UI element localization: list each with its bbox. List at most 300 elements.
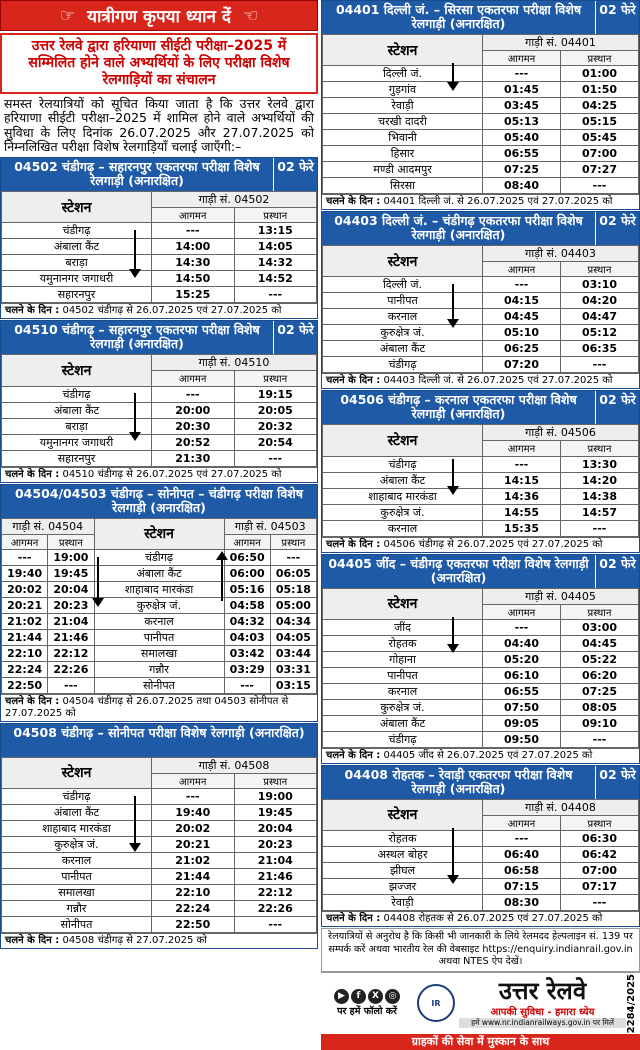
departure-time: 07:00 — [561, 146, 639, 162]
arrival-time: 20:30 — [152, 418, 235, 434]
departure-time: --- — [561, 178, 639, 194]
table-row — [2, 287, 317, 303]
departure-time: 14:38 — [561, 488, 639, 504]
departure-time: 09:10 — [561, 715, 639, 731]
arrival-time: 22:10 — [2, 645, 48, 661]
station-name: अंबाला कैंट — [323, 341, 483, 357]
arrival-header: आगमन — [152, 773, 235, 788]
departure-time: --- — [561, 731, 639, 747]
station-name: करनाल — [2, 852, 152, 868]
table-row — [323, 862, 639, 878]
table-row — [323, 357, 639, 373]
train-block-04510 — [0, 320, 318, 482]
departure-time: 22:12 — [234, 884, 317, 900]
departure-time: 07:25 — [561, 683, 639, 699]
station-name: अंबाला कैंट — [323, 472, 483, 488]
station-name: रेवाड़ी — [323, 98, 483, 114]
arrival-time: 20:02 — [2, 581, 48, 597]
arrival-time: 04:05 — [270, 629, 316, 645]
train-block-04403 — [321, 211, 640, 389]
arrival-time: 21:02 — [2, 613, 48, 629]
arrival-time: 21:44 — [2, 629, 48, 645]
running-days: चलने के दिन : 04504 चंडीगढ़ से 26.07.2025 तथा 04503 सोनीपत से 27.07.2025 को — [1, 694, 317, 721]
timetable — [322, 588, 639, 748]
station-name: चंडीगढ़ — [323, 456, 483, 472]
arrival-time: --- — [483, 277, 561, 293]
station-name: गन्नौर — [2, 900, 152, 916]
station-name: गुड़गांव — [323, 82, 483, 98]
departure-time: 03:29 — [224, 661, 270, 677]
departure-time: 19:15 — [234, 386, 317, 402]
table-row — [2, 386, 317, 402]
departure-time: 20:32 — [234, 418, 317, 434]
frequency: 02 फेरे — [595, 1, 639, 34]
station-header: स्टेशन — [323, 588, 483, 619]
arrival-time: 21:44 — [152, 868, 235, 884]
departure-time: 06:35 — [561, 341, 639, 357]
station-name: सोनीपत — [94, 677, 224, 693]
station-name: पानीपत — [2, 868, 152, 884]
station-name: रेवाड़ी — [323, 894, 483, 910]
arrival-time: 14:36 — [483, 488, 561, 504]
train-number: गाड़ी सं. 04508 — [152, 757, 317, 773]
timetable — [322, 799, 639, 911]
train-title: 04408 रोहतक – रेवाड़ी एकतरफा परीक्षा विशेष रेलगाड़ी (अनारक्षित) — [344, 766, 573, 796]
train-number: गाड़ी सं. 04405 — [483, 588, 639, 604]
table-row — [2, 661, 317, 677]
slogan-bar: ग्राहकों की सेवा में मुस्कान के साथ — [321, 1034, 640, 1050]
table-row — [323, 472, 639, 488]
table-row — [2, 900, 317, 916]
departure-time: 06:42 — [561, 846, 639, 862]
table-row — [323, 619, 639, 635]
departure-time: 20:05 — [234, 402, 317, 418]
table-row — [2, 820, 317, 836]
instagram-icon[interactable]: ◎ — [385, 989, 400, 1004]
arrival-time: 06:55 — [483, 683, 561, 699]
table-row — [323, 293, 639, 309]
table-row — [323, 731, 639, 747]
frequency: 02 फेरे — [595, 555, 639, 588]
pointing-hand-icon: ☞ — [59, 5, 76, 26]
arrival-time: --- — [152, 223, 235, 239]
train-block-04506 — [321, 390, 640, 552]
departure-time: 07:27 — [561, 162, 639, 178]
table-row — [323, 341, 639, 357]
departure-time: 21:46 — [234, 868, 317, 884]
arrival-time: 15:25 — [152, 287, 235, 303]
train-block-04405 — [321, 554, 640, 764]
station-name: चरखी दादरी — [323, 114, 483, 130]
timetable — [1, 191, 317, 303]
social-links — [321, 989, 413, 1017]
departure-time: 04:25 — [561, 98, 639, 114]
indian-railways-logo: IR — [417, 984, 455, 1022]
departure-time: 21:04 — [48, 613, 94, 629]
departure-time: 13:15 — [234, 223, 317, 239]
table-row — [2, 402, 317, 418]
departure-time: 06:30 — [561, 830, 639, 846]
timetable — [322, 34, 639, 194]
departure-time: 20:23 — [48, 597, 94, 613]
table-row — [323, 309, 639, 325]
table-row — [2, 255, 317, 271]
station-name: करनाल — [323, 683, 483, 699]
table-row — [323, 146, 639, 162]
arrival-time: 15:35 — [483, 520, 561, 536]
train-number: गाड़ी सं. 04502 — [152, 192, 317, 208]
arrival-header: आगमन — [483, 441, 561, 456]
station-header: स्टेशन — [94, 518, 224, 549]
train-title: 04401 दिल्ली जं. – सिरसा एकतरफा परीक्षा विशेष रेलगाड़ी (अनारक्षित) — [335, 2, 582, 31]
table-row — [323, 520, 639, 536]
station-name: चंडीगढ़ — [2, 223, 152, 239]
table-row — [323, 130, 639, 146]
running-days: चलने के दिन : 04401 दिल्ली जं. से 26.07.2025 एवं 27.07.2025 को — [322, 194, 639, 209]
arrival-time: --- — [483, 830, 561, 846]
left-column — [0, 0, 318, 950]
station-name: अंबाला कैंट — [2, 239, 152, 255]
departure-time: 20:54 — [234, 434, 317, 450]
direction-arrow-icon — [134, 393, 136, 435]
timetable — [1, 757, 317, 933]
arrival-time: 06:10 — [483, 667, 561, 683]
departure-header: प्रस्थान — [234, 773, 317, 788]
arrival-header: आगमन — [152, 371, 235, 386]
departure-time: --- — [561, 894, 639, 910]
departure-time: 06:50 — [224, 549, 270, 565]
departure-time: 01:50 — [561, 82, 639, 98]
table-row — [323, 894, 639, 910]
table-row — [323, 504, 639, 520]
table-row — [2, 271, 317, 287]
table-row — [2, 852, 317, 868]
station-name: चंडीगढ़ — [2, 386, 152, 402]
station-name: बराड़ा — [2, 418, 152, 434]
train-number: गाड़ी सं. 04403 — [483, 246, 639, 262]
table-row — [2, 613, 317, 629]
direction-arrow-icon — [97, 557, 99, 601]
station-name: जींद — [323, 619, 483, 635]
table-row — [2, 565, 317, 581]
arrival-header: आगमन — [224, 534, 270, 549]
table-row — [2, 804, 317, 820]
train-title: 04502 चंडीगढ़ – सहारनपुर एकतरफा परीक्षा विशेष रेलगाड़ी (अनारक्षित) — [14, 159, 260, 189]
departure-time: 13:30 — [561, 456, 639, 472]
table-row — [2, 239, 317, 255]
arrival-time: 04:45 — [483, 309, 561, 325]
arrival-time: 05:40 — [483, 130, 561, 146]
departure-time: 03:42 — [224, 645, 270, 661]
departure-time: 14:32 — [234, 255, 317, 271]
departure-time: 19:45 — [234, 804, 317, 820]
station-name: रोहतक — [323, 830, 483, 846]
arrival-time: 04:15 — [483, 293, 561, 309]
table-row — [323, 488, 639, 504]
arrival-header: आगमन — [483, 815, 561, 830]
arrival-time: 08:40 — [483, 178, 561, 194]
station-header: स्टेशन — [2, 757, 152, 788]
departure-header: प्रस्थान — [48, 534, 94, 549]
arrival-time: 07:20 — [483, 357, 561, 373]
train-block-04502 — [0, 157, 318, 319]
arrival-time: 21:02 — [152, 852, 235, 868]
station-name: हिसार — [323, 146, 483, 162]
table-row — [323, 114, 639, 130]
train-title: 04403 दिल्ली जं. – चंडीगढ़ एकतरफा परीक्षा विशेष रेलगाड़ी (अनारक्षित) — [334, 213, 583, 243]
station-name: अंबाला कैंट — [94, 565, 224, 581]
departure-time: 19:45 — [48, 565, 94, 581]
arrival-time: 22:10 — [152, 884, 235, 900]
train-number: गाड़ी सं. 04408 — [483, 799, 639, 815]
station-name: समालखा — [94, 645, 224, 661]
arrival-time: 07:50 — [483, 699, 561, 715]
station-name: समालखा — [2, 884, 152, 900]
direction-arrow-icon — [452, 617, 454, 647]
departure-time: 05:15 — [561, 114, 639, 130]
station-name: सहारनपुर — [2, 450, 152, 466]
station-name: शाहाबाद मारकंडा — [2, 820, 152, 836]
table-row — [323, 830, 639, 846]
running-days: चलने के दिन : 04508 चंडीगढ़ से 27.07.2025 को — [1, 933, 317, 948]
station-name: कुरुक्षेत्र जं. — [323, 699, 483, 715]
station-name: यमुनानगर जगाधरी — [2, 271, 152, 287]
arrival-time: 22:24 — [152, 900, 235, 916]
arrival-time: 07:25 — [483, 162, 561, 178]
running-days: चलने के दिन : 04506 चंडीगढ़ से 26.07.2025 एवं 27.07.2025 को — [322, 537, 639, 552]
arrival-time: 20:21 — [2, 597, 48, 613]
table-row — [323, 667, 639, 683]
departure-time: --- — [561, 520, 639, 536]
arrival-time: 03:31 — [270, 661, 316, 677]
departure-time: 20:04 — [234, 820, 317, 836]
arrival-time: 19:40 — [2, 565, 48, 581]
frequency: 02 फेरे — [273, 158, 317, 191]
train-title: 04506 चंडीगढ़ – करनाल एकतरफा परीक्षा विशेष रेलगाड़ी (अनारक्षित) — [340, 392, 577, 422]
station-name: कुरुक्षेत्र जं. — [94, 597, 224, 613]
right-column — [321, 0, 640, 1050]
station-header: स्टेशन — [323, 799, 483, 830]
arrival-time: 22:24 — [2, 661, 48, 677]
departure-time: 04:58 — [224, 597, 270, 613]
table-row — [323, 715, 639, 731]
departure-header: प्रस्थान — [561, 441, 639, 456]
departure-time: 14:20 — [561, 472, 639, 488]
arrival-time: 14:50 — [152, 271, 235, 287]
table-row — [2, 450, 317, 466]
station-name: दिल्ली जं. — [323, 66, 483, 82]
arrival-time: 04:34 — [270, 613, 316, 629]
departure-time: --- — [561, 357, 639, 373]
arrival-header: आगमन — [152, 208, 235, 223]
brand-name: उत्तर रेलवे — [498, 977, 587, 1006]
arrival-time: 14:30 — [152, 255, 235, 271]
departure-time: 06:00 — [224, 565, 270, 581]
station-name: कुरुक्षेत्र जं. — [323, 325, 483, 341]
departure-time: 14:52 — [234, 271, 317, 287]
tagline: आपकी सुविधा - हमारा ध्येय — [490, 1007, 595, 1019]
table-row — [2, 868, 317, 884]
table-row — [2, 223, 317, 239]
departure-header: प्रस्थान — [234, 371, 317, 386]
departure-header: प्रस्थान — [561, 262, 639, 277]
station-name: करनाल — [323, 520, 483, 536]
footer — [321, 972, 640, 1034]
table-row — [2, 916, 317, 932]
departure-time: 14:05 — [234, 239, 317, 255]
table-row — [323, 178, 639, 194]
attention-header — [0, 0, 318, 31]
direction-arrow-icon — [452, 63, 454, 85]
arrival-time: 03:44 — [270, 645, 316, 661]
train-title: 04508 चंडीगढ़ – सोनीपत परीक्षा विशेष रेलगाड़ी (अनारक्षित) — [13, 724, 305, 740]
station-name: चंडीगढ़ — [323, 731, 483, 747]
departure-time: 14:57 — [561, 504, 639, 520]
station-name: सिरसा — [323, 178, 483, 194]
station-name: करनाल — [323, 309, 483, 325]
station-name: झीघल — [323, 862, 483, 878]
arrival-time: 21:30 — [152, 450, 235, 466]
table-row — [323, 162, 639, 178]
departure-time: 05:22 — [561, 651, 639, 667]
departure-header: प्रस्थान — [561, 604, 639, 619]
timetable — [1, 518, 317, 694]
arrival-time: --- — [2, 549, 48, 565]
departure-time: 04:45 — [561, 635, 639, 651]
arrival-header: आगमन — [483, 604, 561, 619]
table-row — [323, 66, 639, 82]
table-row — [2, 788, 317, 804]
arrival-time: 06:55 — [483, 146, 561, 162]
frequency: 02 फेरे — [595, 391, 639, 424]
table-row — [323, 82, 639, 98]
youtube-icon[interactable]: ▶ — [334, 989, 349, 1004]
running-days: चलने के दिन : 04403 दिल्ली जं. से 26.07.2025 एवं 27.07.2025 को — [322, 373, 639, 388]
station-name: अंबाला कैंट — [2, 804, 152, 820]
arrival-time: --- — [152, 788, 235, 804]
station-name: बराड़ा — [2, 255, 152, 271]
direction-arrow-icon — [134, 796, 136, 846]
running-days: चलने के दिन : 04502 चंडीगढ़ से 26.07.2025 एवं 27.07.2025 को — [1, 303, 317, 318]
arrival-time: 06:25 — [483, 341, 561, 357]
station-name: कुरुक्षेत्र जं. — [2, 836, 152, 852]
brand — [459, 978, 626, 1028]
running-days: चलने के दिन : 04510 चंडीगढ़ से 26.07.2025 एवं 27.07.2025 को — [1, 467, 317, 482]
arrival-time: 08:30 — [483, 894, 561, 910]
frequency: 02 फेरे — [273, 321, 317, 354]
departure-time: 06:20 — [561, 667, 639, 683]
train-number: गाड़ी सं. 04401 — [483, 35, 639, 51]
departure-time: 03:00 — [561, 619, 639, 635]
train-number: गाड़ी सं. 04506 — [483, 425, 639, 441]
station-name: सहारनपुर — [2, 287, 152, 303]
station-name: भिवानी — [323, 130, 483, 146]
website: हमें www.nr.indianrailways.gov.in पर मिलें — [459, 1018, 626, 1028]
train-number: गाड़ी सं. 04504 — [2, 518, 95, 534]
departure-time: 05:45 — [561, 130, 639, 146]
station-name: शाहाबाद मारकंडा — [323, 488, 483, 504]
arrival-time: 05:00 — [270, 597, 316, 613]
departure-header: प्रस्थान — [234, 208, 317, 223]
station-name: चंडीगढ़ — [2, 788, 152, 804]
arrival-time: 05:20 — [483, 651, 561, 667]
departure-time: 05:16 — [224, 581, 270, 597]
arrival-time: 09:50 — [483, 731, 561, 747]
station-name: गन्नौर — [94, 661, 224, 677]
arrival-time: 06:40 — [483, 846, 561, 862]
arrival-time: --- — [483, 619, 561, 635]
direction-arrow-icon — [452, 459, 454, 489]
table-row — [2, 884, 317, 900]
arrival-time: 20:02 — [152, 820, 235, 836]
departure-time: 04:47 — [561, 309, 639, 325]
station-name: अंबाला कैंट — [2, 402, 152, 418]
station-header: स्टेशन — [323, 425, 483, 456]
timetable — [322, 424, 639, 536]
departure-time: --- — [224, 677, 270, 693]
departure-time: 22:12 — [48, 645, 94, 661]
station-name: शाहाबाद मारकंडा — [94, 581, 224, 597]
headline: उत्तर रेलवे द्वारा हरियाणा सीईटी परीक्षा–2025 में सम्मिलित होने वाले अभ्यर्थियों के लिए परीक्षा विशेष रेलगाड़ियों का संचालन — [0, 33, 318, 94]
table-row — [323, 878, 639, 894]
arrival-time: 22:50 — [2, 677, 48, 693]
timetable — [322, 245, 639, 373]
header-title: यात्रीगण कृपया ध्यान दें — [87, 7, 231, 27]
train-number: गाड़ी सं. 04510 — [152, 355, 317, 371]
departure-time: 20:23 — [234, 836, 317, 852]
station-name: पानीपत — [94, 629, 224, 645]
station-header: स्टेशन — [2, 355, 152, 386]
departure-header: प्रस्थान — [561, 815, 639, 830]
station-name: पानीपत — [323, 293, 483, 309]
train-number: गाड़ी सं. 04503 — [224, 518, 317, 534]
arrival-time: --- — [483, 456, 561, 472]
station-name: सोनीपत — [2, 916, 152, 932]
table-row — [2, 581, 317, 597]
x-icon[interactable]: X — [368, 989, 383, 1004]
station-name: चंडीगढ़ — [323, 357, 483, 373]
direction-arrow-icon — [452, 284, 454, 322]
train-block-04401 — [321, 0, 640, 210]
station-name: कुरुक्षेत्र जं. — [323, 504, 483, 520]
departure-time: 19:00 — [48, 549, 94, 565]
arrival-header: आगमन — [483, 262, 561, 277]
station-name: करनाल — [94, 613, 224, 629]
departure-time: 19:00 — [234, 788, 317, 804]
arrival-time: 14:15 — [483, 472, 561, 488]
departure-time: 20:04 — [48, 581, 94, 597]
departure-time: 04:20 — [561, 293, 639, 309]
helpline-info: रेलयात्रियों से अनुरोध है कि किसी भी जानकारी के लिये रेलमदद हेल्पलाइन सं. 139 पर सम्पर्क करें अथवा भारतीय रेल की वेबसाइट https://enquiry.indianrail.gov.in अथवा NTES ऐप देखें। — [321, 928, 640, 972]
departure-time: 04:03 — [224, 629, 270, 645]
arrival-time: 05:10 — [483, 325, 561, 341]
departure-time: --- — [234, 287, 317, 303]
station-header: स्टेशन — [323, 246, 483, 277]
table-row — [2, 434, 317, 450]
arrival-time: 20:00 — [152, 402, 235, 418]
station-name: गोहाना — [323, 651, 483, 667]
arrival-time: 14:55 — [483, 504, 561, 520]
departure-time: 21:46 — [48, 629, 94, 645]
station-name: झज्जर — [323, 878, 483, 894]
departure-time: --- — [234, 450, 317, 466]
station-name: मण्डी आदमपुर — [323, 162, 483, 178]
facebook-icon[interactable]: f — [351, 989, 366, 1004]
departure-time: --- — [234, 916, 317, 932]
arrival-time: --- — [483, 66, 561, 82]
table-row — [323, 98, 639, 114]
departure-time: 01:00 — [561, 66, 639, 82]
